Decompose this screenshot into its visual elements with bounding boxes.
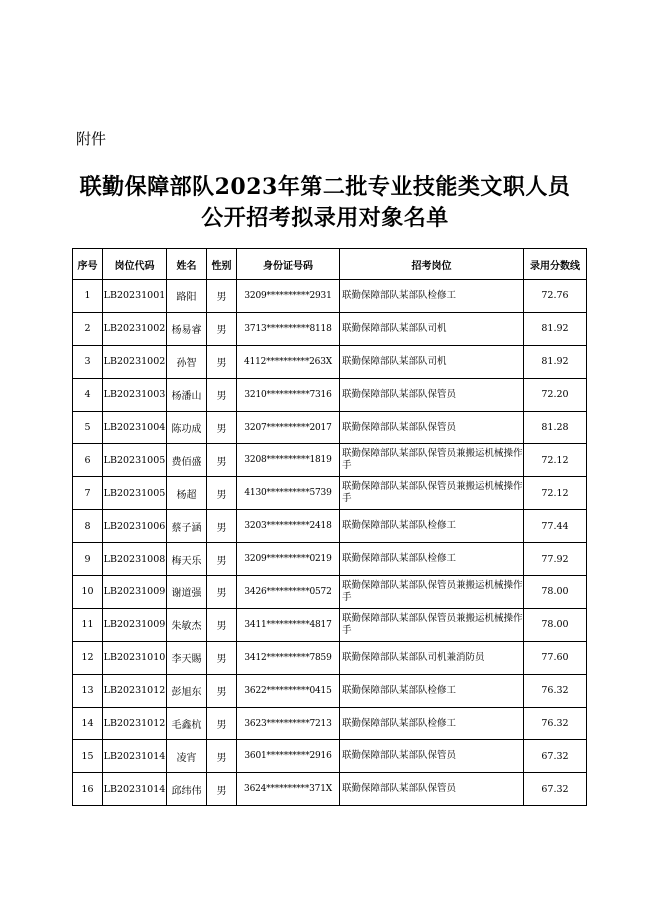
col-header-sex: 性别: [207, 249, 237, 280]
cell-score: 78.00: [524, 608, 587, 641]
table-row: [73, 378, 587, 411]
cell-post: 联勤保障部队某部队检修工: [340, 510, 524, 543]
cell-sex: 男: [207, 280, 237, 313]
cell-post: 联勤保障部队某部队检修工: [340, 280, 524, 313]
cell-post: 联勤保障部队某部队保管员: [340, 740, 524, 773]
cell-no: 7: [73, 477, 103, 510]
table-row: [73, 543, 587, 576]
cell-sex: 男: [207, 543, 237, 576]
cell-id: 3624**********371X: [237, 773, 340, 806]
cell-score: 76.32: [524, 707, 587, 740]
cell-code: LB20231004: [103, 411, 167, 444]
cell-code: LB20231009: [103, 608, 167, 641]
cell-name: 彭旭东: [167, 674, 207, 707]
cell-name: 杨易睿: [167, 312, 207, 345]
table-row: [73, 280, 587, 313]
cell-sex: 男: [207, 707, 237, 740]
cell-name: 凌宵: [167, 740, 207, 773]
cell-id: 3713**********8118: [237, 312, 340, 345]
cell-no: 2: [73, 312, 103, 345]
cell-score: 77.92: [524, 543, 587, 576]
table-row: [73, 674, 587, 707]
cell-no: 12: [73, 641, 103, 674]
document-title-line1: 联勤保障部队2023年第二批专业技能类文职人员: [79, 174, 571, 200]
cell-score: 72.12: [524, 444, 587, 477]
col-header-score: 录用分数线: [524, 249, 587, 280]
cell-name: 蔡子涵: [167, 510, 207, 543]
cell-no: 8: [73, 510, 103, 543]
cell-sex: 男: [207, 773, 237, 806]
cell-id: 3203**********2418: [237, 510, 340, 543]
cell-name: 路阳: [167, 280, 207, 313]
cell-id: 3412**********7859: [237, 641, 340, 674]
cell-name: 毛鑫杭: [167, 707, 207, 740]
cell-name: 陈功成: [167, 411, 207, 444]
attachment-label: 附件: [76, 130, 107, 148]
cell-no: 9: [73, 543, 103, 576]
cell-code: LB20231005: [103, 444, 167, 477]
cell-score: 76.32: [524, 674, 587, 707]
cell-sex: 男: [207, 510, 237, 543]
cell-no: 1: [73, 280, 103, 313]
cell-score: 72.20: [524, 378, 587, 411]
cell-name: 邱纬伟: [167, 773, 207, 806]
cell-sex: 男: [207, 576, 237, 609]
cell-name: 梅天乐: [167, 543, 207, 576]
cell-name: 孙智: [167, 345, 207, 378]
cell-code: LB20231005: [103, 477, 167, 510]
cell-score: 72.76: [524, 280, 587, 313]
cell-sex: 男: [207, 477, 237, 510]
cell-code: LB20231009: [103, 576, 167, 609]
table-row: [73, 411, 587, 444]
cell-id: 3411**********4817: [237, 608, 340, 641]
col-header-no: 序号: [73, 249, 103, 280]
col-header-code: 岗位代码: [103, 249, 167, 280]
cell-id: 3210**********7316: [237, 378, 340, 411]
cell-code: LB20231012: [103, 707, 167, 740]
cell-no: 14: [73, 707, 103, 740]
table-row: [73, 707, 587, 740]
table-row: [73, 510, 587, 543]
table-row: [73, 477, 587, 510]
cell-sex: 男: [207, 674, 237, 707]
cell-post: 联勤保障部队某部队保管员兼搬运机械操作手: [340, 444, 524, 477]
cell-post: 联勤保障部队某部队检修工: [340, 674, 524, 707]
cell-name: 费佰盛: [167, 444, 207, 477]
cell-post: 联勤保障部队某部队保管员: [340, 411, 524, 444]
cell-score: 81.92: [524, 312, 587, 345]
cell-sex: 男: [207, 378, 237, 411]
cell-score: 67.32: [524, 740, 587, 773]
cell-sex: 男: [207, 740, 237, 773]
cell-score: 67.32: [524, 773, 587, 806]
cell-sex: 男: [207, 444, 237, 477]
cell-no: 13: [73, 674, 103, 707]
cell-id: 3208**********1819: [237, 444, 340, 477]
cell-name: 杨潘山: [167, 378, 207, 411]
cell-code: LB20231002: [103, 312, 167, 345]
cell-no: 4: [73, 378, 103, 411]
cell-id: 3426**********0572: [237, 576, 340, 609]
table-row: [73, 444, 587, 477]
cell-no: 11: [73, 608, 103, 641]
cell-code: LB20231014: [103, 773, 167, 806]
cell-code: LB20231001: [103, 280, 167, 313]
cell-code: LB20231010: [103, 641, 167, 674]
table-row: [73, 608, 587, 641]
cell-name: 谢道强: [167, 576, 207, 609]
candidate-table: [72, 248, 587, 806]
cell-score: 72.12: [524, 477, 587, 510]
cell-name: 杨超: [167, 477, 207, 510]
cell-id: 3209**********0219: [237, 543, 340, 576]
cell-post: 联勤保障部队某部队司机: [340, 312, 524, 345]
cell-sex: 男: [207, 411, 237, 444]
cell-code: LB20231014: [103, 740, 167, 773]
cell-id: 4112**********263X: [237, 345, 340, 378]
table-row: [73, 773, 587, 806]
cell-post: 联勤保障部队某部队保管员兼搬运机械操作手: [340, 576, 524, 609]
cell-score: 81.92: [524, 345, 587, 378]
cell-sex: 男: [207, 345, 237, 378]
cell-code: LB20231008: [103, 543, 167, 576]
cell-no: 5: [73, 411, 103, 444]
cell-id: 3601**********2916: [237, 740, 340, 773]
cell-name: 李天賜: [167, 641, 207, 674]
cell-sex: 男: [207, 641, 237, 674]
table-row: [73, 312, 587, 345]
cell-sex: 男: [207, 608, 237, 641]
table-row: [73, 641, 587, 674]
cell-post: 联勤保障部队某部队检修工: [340, 707, 524, 740]
cell-no: 16: [73, 773, 103, 806]
cell-post: 联勤保障部队某部队保管员兼搬运机械操作手: [340, 608, 524, 641]
cell-no: 3: [73, 345, 103, 378]
cell-post: 联勤保障部队某部队司机: [340, 345, 524, 378]
cell-id: 3207**********2017: [237, 411, 340, 444]
table-row: [73, 345, 587, 378]
cell-id: 3622**********0415: [237, 674, 340, 707]
cell-id: 3623**********7213: [237, 707, 340, 740]
cell-code: LB20231006: [103, 510, 167, 543]
cell-id: 4130**********5739: [237, 477, 340, 510]
cell-post: 联勤保障部队某部队检修工: [340, 543, 524, 576]
table-row: [73, 740, 587, 773]
cell-post: 联勤保障部队某部队司机兼消防员: [340, 641, 524, 674]
document-title-line2: 公开招考拟录用对象名单: [201, 205, 449, 231]
cell-no: 15: [73, 740, 103, 773]
col-header-post: 招考岗位: [340, 249, 524, 280]
cell-no: 6: [73, 444, 103, 477]
cell-code: LB20231003: [103, 378, 167, 411]
cell-no: 10: [73, 576, 103, 609]
col-header-id: 身份证号码: [237, 249, 340, 280]
cell-id: 3209**********2931: [237, 280, 340, 313]
cell-post: 联勤保障部队某部队保管员: [340, 378, 524, 411]
cell-code: LB20231002: [103, 345, 167, 378]
cell-name: 朱敏杰: [167, 608, 207, 641]
cell-post: 联勤保障部队某部队保管员: [340, 773, 524, 806]
cell-post: 联勤保障部队某部队保管员兼搬运机械操作手: [340, 477, 524, 510]
cell-score: 77.44: [524, 510, 587, 543]
header-row: [73, 249, 587, 280]
cell-score: 78.00: [524, 576, 587, 609]
cell-sex: 男: [207, 312, 237, 345]
cell-code: LB20231012: [103, 674, 167, 707]
table-row: [73, 576, 587, 609]
col-header-name: 姓名: [167, 249, 207, 280]
cell-score: 77.60: [524, 641, 587, 674]
cell-score: 81.28: [524, 411, 587, 444]
